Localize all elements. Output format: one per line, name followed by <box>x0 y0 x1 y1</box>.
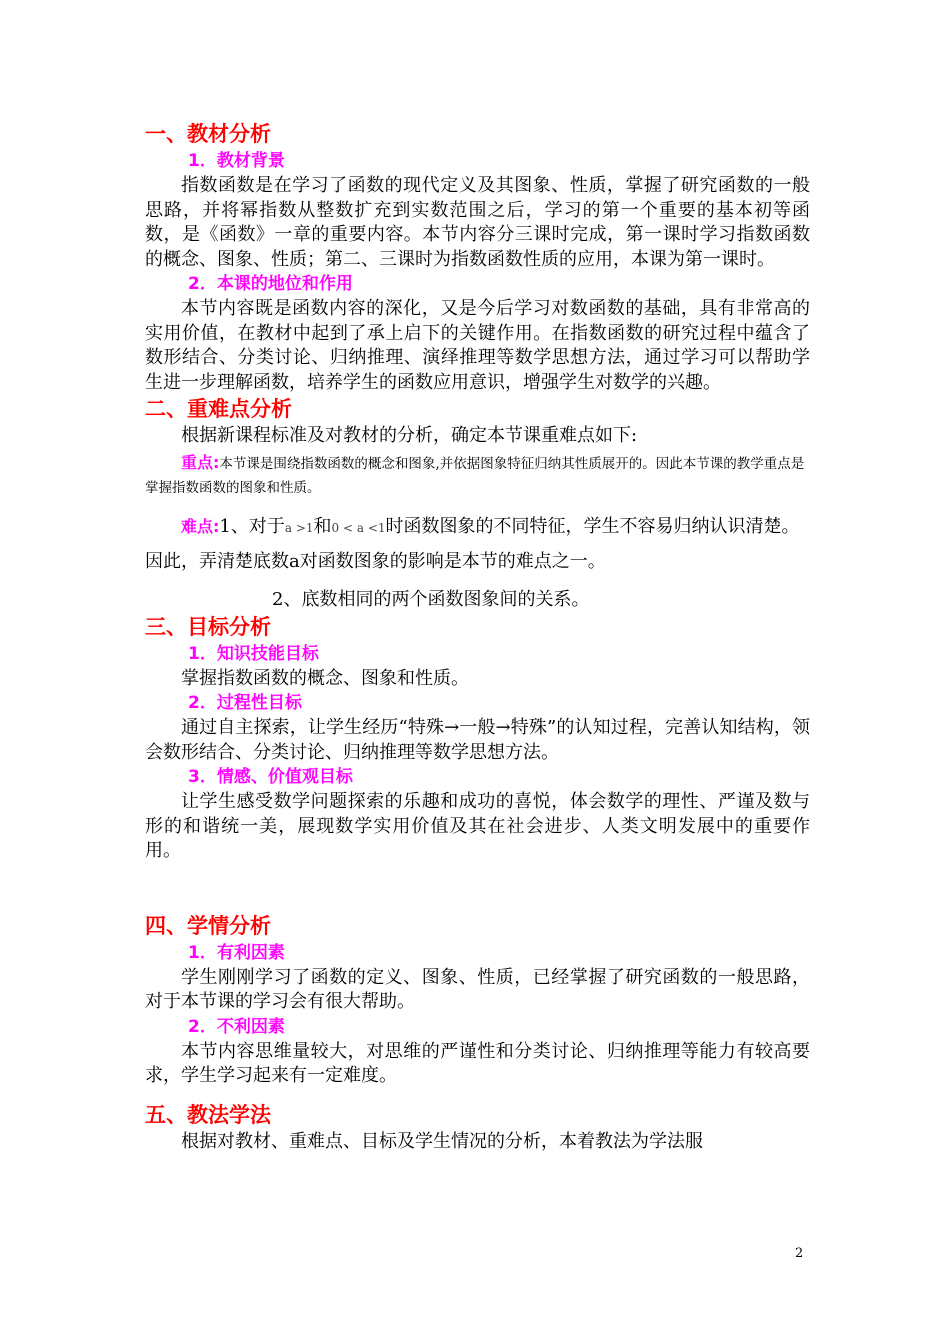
paragraph-lesson-role: 本节内容既是函数内容的深化，又是今后学习对数函数的基础，具有非常高的实用价值，在教材中起到了承上启下的关键作用。在指数函数的研究过程中蕴含了数形结合、分类讨论、归纳推理、演绎推理等数学思想方法，通过学习可以帮助学生进一步理解函数，培养学生的函数应用意识，增强学生对数学的兴趣。 <box>145 298 810 393</box>
paragraph-key-point <box>145 449 810 500</box>
paragraph-values-goal: 让学生感受数学问题探索的乐趣和成功的喜悦，体会数学的理性、严谨及数与形的和谐统一美，展现数学实用价值及其在社会进步、人类文明发展中的重要作用。 <box>145 791 810 861</box>
paragraph-difficult-point <box>145 510 810 579</box>
paragraph-unfavorable-factors: 本节内容思维量较大，对思维的严谨性和分类讨论、归纳推理等能力有较高要求，学生学习起来有一定难度。 <box>145 1040 810 1086</box>
subheading-process-goal: 2．过程性目标 <box>188 693 302 713</box>
section-spacer <box>145 864 810 912</box>
document-body <box>145 120 810 1154</box>
subheading-favorable-factors: 1．有利因素 <box>188 942 285 963</box>
difficult-point-prefix: 1、对于 <box>219 515 285 537</box>
section-heading-student-analysis: 四、学情分析 <box>145 913 271 938</box>
subheading-values-goal: 3．情感、价值观目标 <box>188 767 353 787</box>
math-a-between-0-1: 0 < a <1 <box>331 520 386 535</box>
difficult-point-label: 难点: <box>181 516 220 536</box>
paragraph-process-goal: 通过自主探索，让学生经历“特殊→一般→特殊”的认知过程，完善认知结构，领会数形结合、分类讨论、归纳推理等数学思想方法。 <box>145 717 810 763</box>
section-heading-teaching-methods: 五、教法学法 <box>145 1102 271 1127</box>
paragraph-difficult-point-2: 2、底数相同的两个函数图象间的关系。 <box>272 588 590 610</box>
section-heading-key-difficult-points: 二、重难点分析 <box>145 397 292 421</box>
subheading-knowledge-goal: 1．知识技能目标 <box>188 643 319 664</box>
subheading-textbook-background: 1．教材背景 <box>188 151 285 171</box>
difficult-point-text: 时函数图象的不同特征，学生不容易归纳认识清楚。因此，弄清楚底数a对函数图象的影响是本节的难点之一。 <box>145 515 800 572</box>
paragraph-favorable-factors: 学生刚刚学习了函数的定义、图象、性质，已经掌握了研究函数的一般思路，对于本节课的学习会有很大帮助。 <box>145 966 810 1012</box>
section-spacer <box>145 1089 810 1101</box>
paragraph-knowledge-goal: 掌握指数函数的概念、图象和性质。 <box>181 667 469 689</box>
subheading-lesson-role: 2．本课的地位和作用 <box>188 274 353 294</box>
math-a-greater-1: a >1 <box>284 520 314 535</box>
key-point-text: 本节课是围绕指数函数的概念和图象,并依据图象特征归纳其性质展开的。因此本节课的教学重点是掌握指数函数的图象和性质。 <box>145 455 805 496</box>
section-heading-goal-analysis: 三、目标分析 <box>145 614 271 639</box>
paragraph-teaching-methods: 根据对教材、重难点、目标及学生情况的分析，本着教法为学法服 <box>181 1130 703 1152</box>
paragraph-textbook-background: 指数函数是在学习了函数的现代定义及其图象、性质，掌握了研究函数的一般思路，并将幂指数从整数扩充到实数范围之后，学习的第一个重要的基本初等函数，是《函数》一章的重要内容。本节内容分三课时完成，第一课时学习指数函数的概念、图象、性质；第二、三课时为指数函数性质的应用，本课为第一课时。 <box>145 175 810 270</box>
paragraph-key-points-intro: 根据新课程标准及对教材的分析，确定本节课重难点如下: <box>181 425 638 446</box>
section-heading-textbook-analysis: 一、教材分析 <box>145 122 271 146</box>
subheading-unfavorable-factors: 2．不利因素 <box>188 1016 285 1037</box>
page-number: 2 <box>795 1246 804 1261</box>
key-point-label: 重点: <box>181 452 220 472</box>
difficult-point-and: 和 <box>313 515 332 537</box>
